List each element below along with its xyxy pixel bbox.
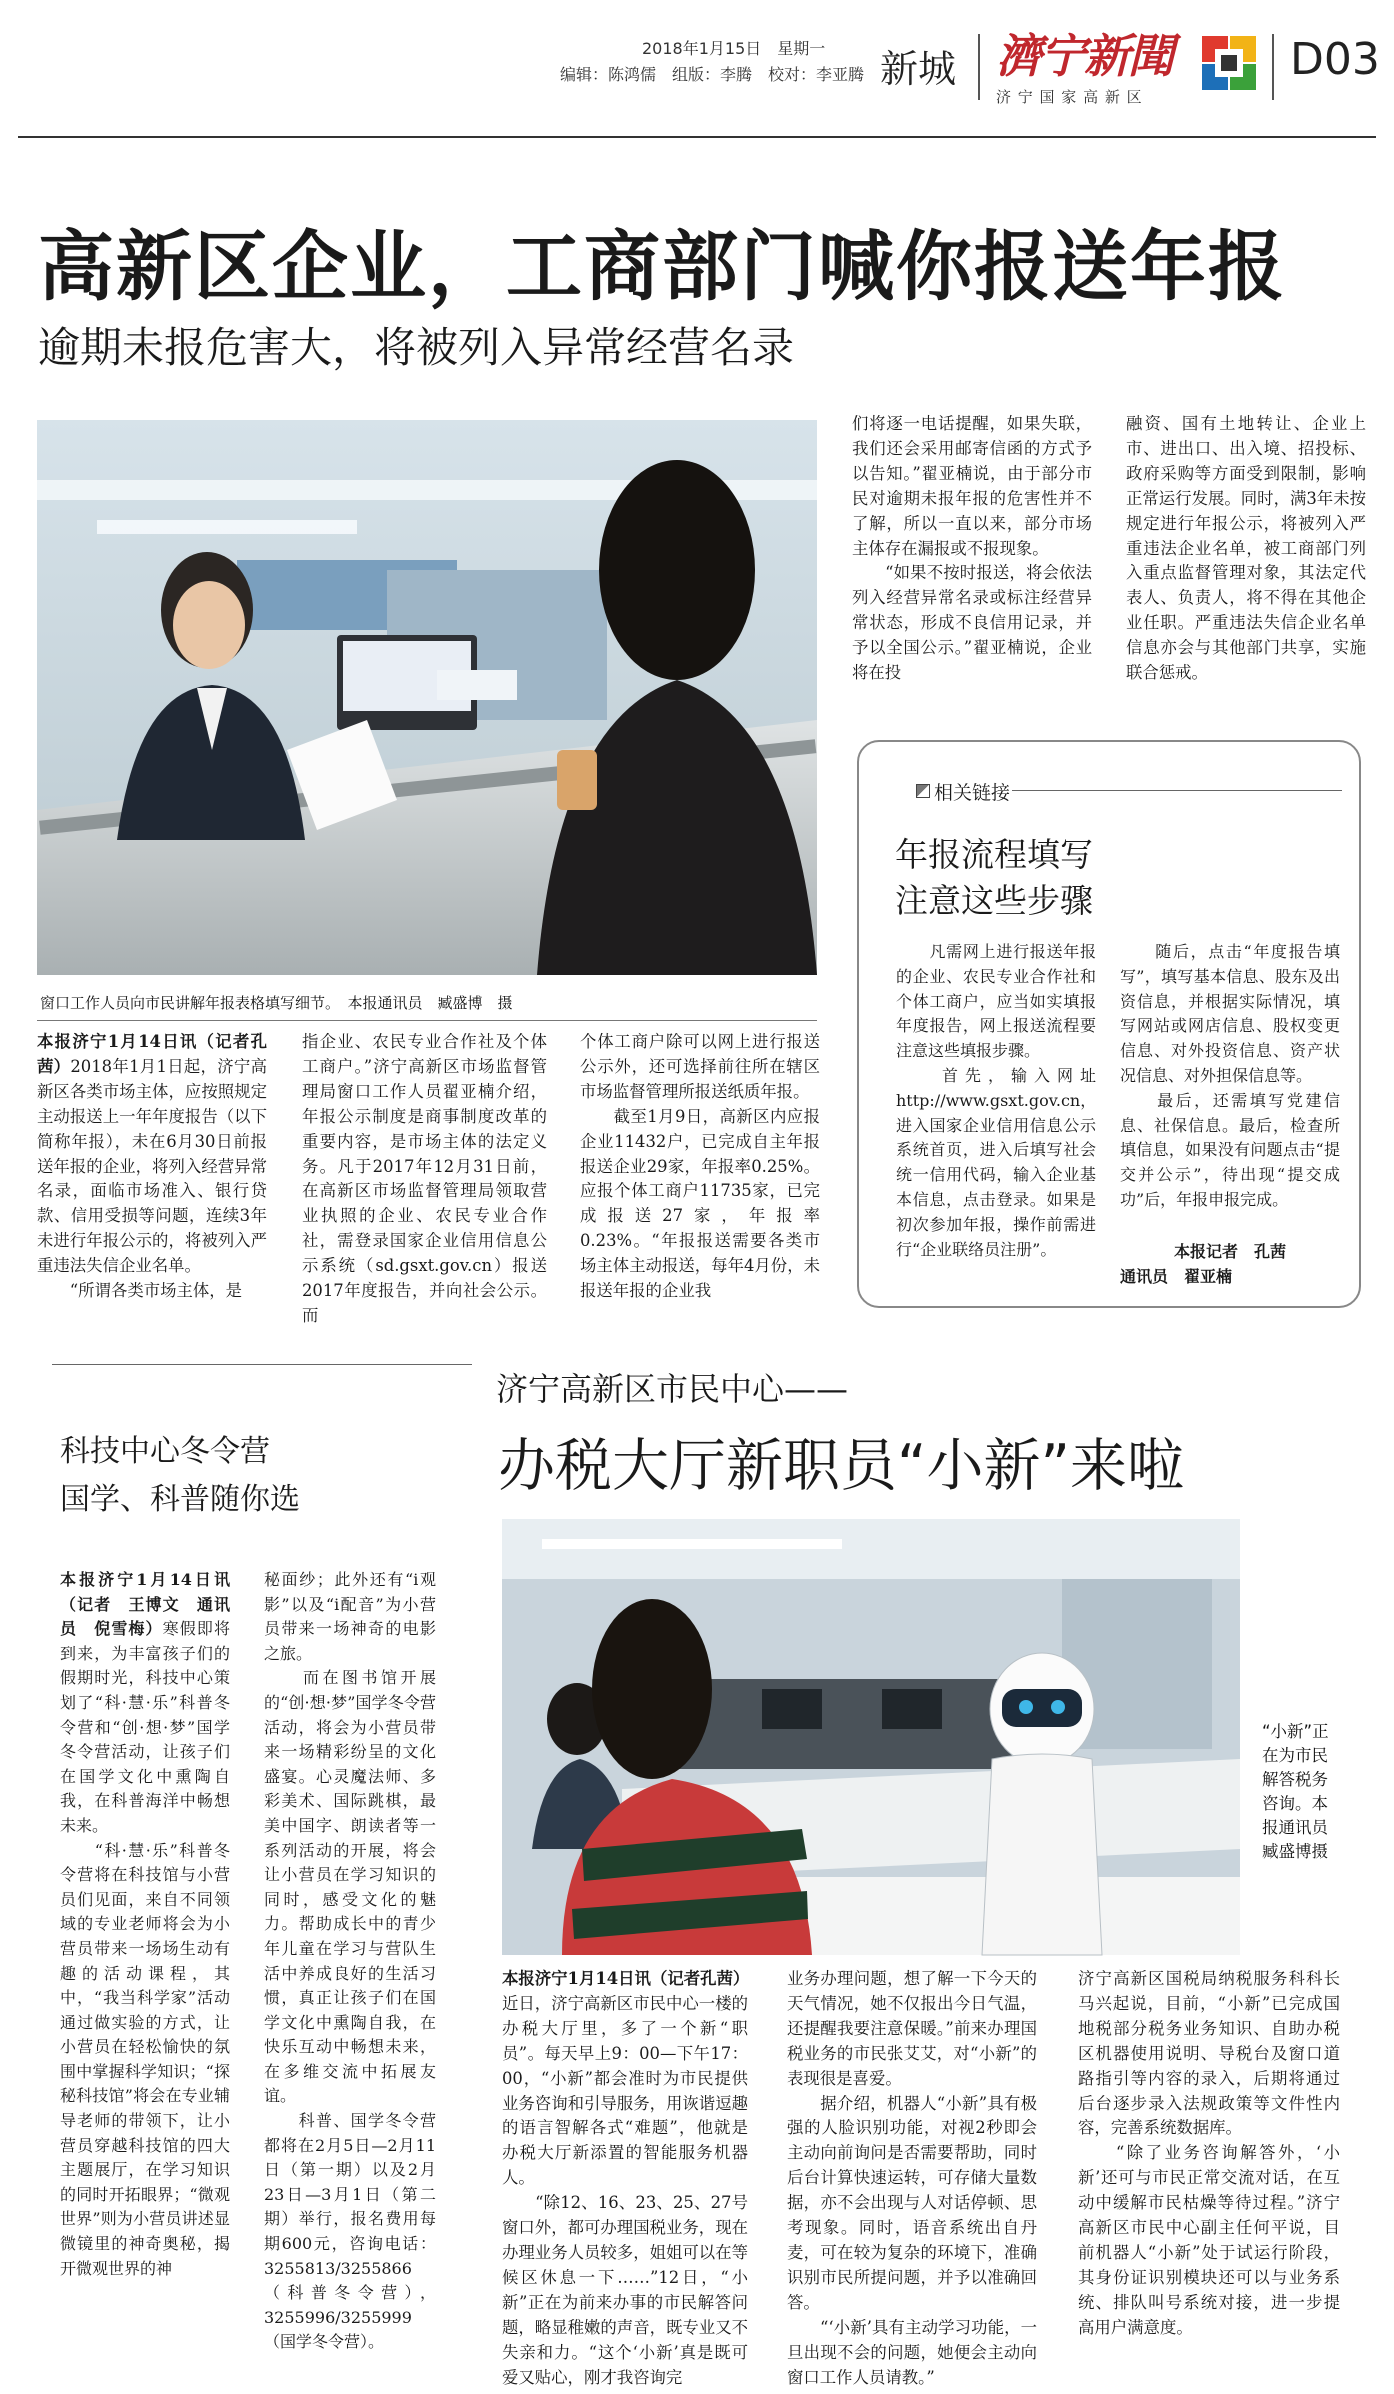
science-title-line-2: 国学、科普随你选 xyxy=(60,1482,300,1517)
issue-date: 2018年1月15日 星期一 xyxy=(642,39,826,58)
lead-subhead: 逾期未报危害大，将被列入异常经营名录 xyxy=(38,323,795,372)
sidebar-byline-correspondent: 通讯员 翟亚楠 xyxy=(1120,1266,1233,1286)
sidebar-byline-reporter: 本报记者 孔茜 xyxy=(1173,1242,1286,1261)
lead-column-1 xyxy=(37,1030,267,1310)
sidebar-text-2: 随后，点击“年度报告填写”，填写基本信息、股东及出资信息，并根据实际情况，填写网站或网店信息、股权变更信息、对外投资信息、资产状况信息、对外担保信息等。 最后，还需填写党建信息、社保信息。最后，检查所填信息，如果没有问题点击“提交并公示”，待出现“提交成功”后，年报申报完成。 xyxy=(1120,942,1340,1209)
tax-column-2: 业务办理问题，想了解一下今天的天气情况，她不仅报出今日气温，还提醒我要注意保暖。”前来办理国税业务的市民张艾艾，对“小新”的表现很是喜爱。 据介绍，机器人“小新”具有极强的人脸识别功能，对视2秒即会主动向前询问是否需要帮助，同时后台计算快速运转，可存储大量数据，亦不会出现与人对话停顿、思考现象。同时，语音系统出自丹麦，可在较为复杂的环境下，准确识别市民所提问题，并予以准确回答。 “‘小新’具有主动学习功能，一旦出现不会的问题，她便会主动向窗口工作人员请教。” xyxy=(787,1969,1037,2387)
lead-photo-caption: 窗口工作人员向市民讲解年报表格填写细节。 本报通讯员 臧盛博 摄 xyxy=(40,994,513,1012)
lead-photo xyxy=(37,420,817,975)
tax-headline: 办税大厅新职员“小新”来啦 xyxy=(498,1433,1185,1499)
lead-column-4: 们将逐一电话提醒，如果失联，我们还会采用邮寄信函的方式予以告知。”翟亚楠说，由于部分市民对逾期未报年报的危害性并不了解，所以一直以来，部分市场主体存在漏报或不报现象。 “如果不按时报送，将会依法列入经营异常名录或标注经营异常状态，形成不良信用记录，并予以全国公示。”翟亚楠说，企业将在投 xyxy=(852,414,1092,683)
tax-dateline: 本报济宁1月14日讯（记者孔茜） xyxy=(502,1969,750,1988)
science-text-1: 寒假即将到来，为丰富孩子们的假期时光，科技中心策划了“科·慧·乐”科普冬令营和“创·想·梦”国学冬令营活动，让孩子们在国学文化中熏陶自我，在科普海洋中畅想未来。 “科·慧·乐”科普冬令营将在科技馆与小营员们见面，来自不同领域的专业老师将会为小营员带来一场场生动有趣的活动课程，其中，“我当科学家”活动通过做实验的方式，让小营员在轻松愉快的氛围中掌握科学知识；“探秘科技馆”将会在专业辅导老师的带领下，让小营员穿越科技馆的四大主题展厅，在学习知识的同时开拓眼界；“微观世界”则为小营员讲述显微镜里的神奇奥秘，揭开微观世界的神 xyxy=(60,1619,230,2278)
masthead-subline: 济 宁 国 家 高 新 区 xyxy=(996,88,1143,106)
lead-headline: 高新区企业，工商部门喊你报送年报 xyxy=(38,222,1286,311)
svg-text:濟宁新聞: 濟宁新聞 xyxy=(996,29,1172,83)
science-dateline: 本报济宁1月14日讯（记者 王博文 通讯员 倪雪梅） xyxy=(60,1570,230,1639)
sidebar-column-2 xyxy=(1120,940,1340,1300)
tax-kicker: 济宁高新区市民中心—— xyxy=(496,1370,849,1408)
sidebar-column-1: 凡需网上进行报送年报的企业、农民专业合作社和个体工商户，应当如实填报年度报告，网上报送流程要注意这些填报步骤。 首先，输入网址http://www.gsxt.gov.cn，进入国家企业信用信息公示系统首页，进入后填写社会统一信用代码，输入企业基本信息，点击登录。如果是初次参加年报，操作前需进行“企业联络员注册”。 xyxy=(896,942,1097,1259)
tax-photo-caption: “小新”正在为市民解答税务咨询。本报通讯员臧盛博摄 xyxy=(1262,1722,1329,1861)
science-title-line-1: 科技中心冬令营 xyxy=(60,1434,270,1469)
tag-rule xyxy=(1012,790,1342,791)
tax-text-1: 近日，济宁高新区市民中心一楼的办税大厅里，多了一个新“职员”。每天早上9：00—下午17：00，“小新”都会准时为市民提供业务咨询和引导服务，用诙谐逗趣的语言智解各式“难题”，他就是办税大厅新添置的智能服务机器人。 “除12、16、23、25、27号窗口外，都可办理国税业务，现在办理业务人员较多，姐姐可以在等候区休息一下……”12日，“小新”正在为前来办事的市民解答问题，略显稚嫩的声音，既专业又不失亲和力。“这个‘小新’真是既可爱又贴心，刚才我咨询完 xyxy=(502,1993,748,2387)
lead-column-3: 个体工商户除可以网上进行报送公示外，还可选择前往所在辖区市场监督管理所报送纸质年报。 截至1月9日，高新区内应报企业11432户，已完成自主年报报送企业29家，年报率0.25%。应报个体工商户11735家，已完成报送27家，年报率0.23%。“年报报送需要各类市场主体主动报送，每年4月份，未报送年报的企业我 xyxy=(580,1032,820,1301)
header-divider-2 xyxy=(1272,34,1274,100)
lead-column-5: 融资、国有土地转让、企业上市、进出口、出入境、招投标、政府采购等方面受到限制，影响正常运行发展。同时，满3年未按规定进行年报公示，将被列入严重违法企业名单，被工商部门列入重点监督管理对象，其法定代表人、负责人，将不得在其他企业任职。严重违法失信企业名单信息亦会与其他部门共享，实施联合惩戒。 xyxy=(1126,414,1366,683)
brand-logo-icon xyxy=(1202,36,1256,90)
staff-credits: 编辑：陈鸿儒 组版：李腾 校对：李亚腾 xyxy=(560,65,865,84)
header-rule xyxy=(18,136,1376,138)
science-column-1 xyxy=(60,1568,230,2368)
header-divider xyxy=(978,34,980,100)
science-title xyxy=(60,1428,300,1524)
tag-icon xyxy=(916,784,930,798)
lead-text-1: 2018年1月1日起，济宁高新区各类市场主体，应按照规定主动报送上一年年度报告（以下简称年报），未在6月30日前报送年报的企业，将列入经营异常名录，面临市场准入、银行贷款、信用受损等问题，连续3年未进行年报公示的，将被列入严重违法失信企业名单。 “所谓各类市场主体，是 xyxy=(37,1056,267,1301)
sidebar-title xyxy=(895,832,1093,924)
tax-column-3: 济宁高新区国税局纳税服务科科长马兴起说，目前，“小新”已完成国地税部分税务业务知识、自助办税区机器使用说明、导税台及窗口道路指引等内容的录入，后期将通过后台逐步录入法规政策等文件性内容，完善系统数据库。 “除了业务咨询解答外，‘小新’还可与市民正常交流对话，在互动中缓解市民枯燥等待过程。”济宁高新区市民中心副主任何平说，目前机器人“小新”处于试运行阶段，其身份证识别模块还可以与业务系统、排队叫号系统对接，进一步提高用户满意度。 xyxy=(1078,1969,1340,2337)
caption-rule xyxy=(37,1020,817,1021)
science-column-2: 秘面纱；此外还有“i观影”以及“i配音”为小营员带来一场神奇的电影之旅。 而在图书馆开展的“创·想·梦”国学冬令营活动，将会为小营员带来一场精彩纷呈的文化盛宴。心灵魔法师、多彩美术、国际跳棋，最美中国字、朗读者等一系列活动的开展，将会让小营员在学习知识的同时，感受文化的魅力。帮助成长中的青少年儿童在学习与营队生活中养成良好的生活习惯，真正让孩子们在国学文化中熏陶自我，在快乐互动中畅想未来，在多维交流中拓展友谊。 科普、国学冬令营都将在2月5日—2月11日（第一期）以及2月23日—3月1日（第二期）举行，报名费用每期600元，咨询电话：3255813/3255866（科普冬令营），3255996/3255999（国学冬令营）。 xyxy=(264,1570,436,2352)
science-rule xyxy=(52,1364,472,1365)
lead-column-2: 指企业、农民专业合作社及个体工商户。”济宁高新区市场监督管理局窗口工作人员翟亚楠介绍，年报公示制度是商事制度改革的重要内容，是市场主体的法定义务。凡于2017年12月31日前，在高新区市场监督管理局领取营业执照的企业、农民专业合作社，需登录国家企业信用信息公示系统（sd.gsxt.gov.cn）报送2017年度报告，并向社会公示。而 xyxy=(302,1032,547,1325)
lead-dateline: 本报济宁1月14日讯（记者孔茜） xyxy=(37,1032,267,1076)
tax-photo xyxy=(502,1519,1240,1955)
related-link-tag: 相关链接 xyxy=(934,782,1011,804)
sidebar-title-line-2: 注意这些步骤 xyxy=(895,881,1093,920)
tax-column-1 xyxy=(502,1967,750,2387)
sidebar-title-line-1: 年报流程填写 xyxy=(895,835,1093,874)
masthead-logo xyxy=(992,26,1170,88)
section-name: 新城 xyxy=(880,47,957,91)
page-number: D03 xyxy=(1290,34,1380,85)
